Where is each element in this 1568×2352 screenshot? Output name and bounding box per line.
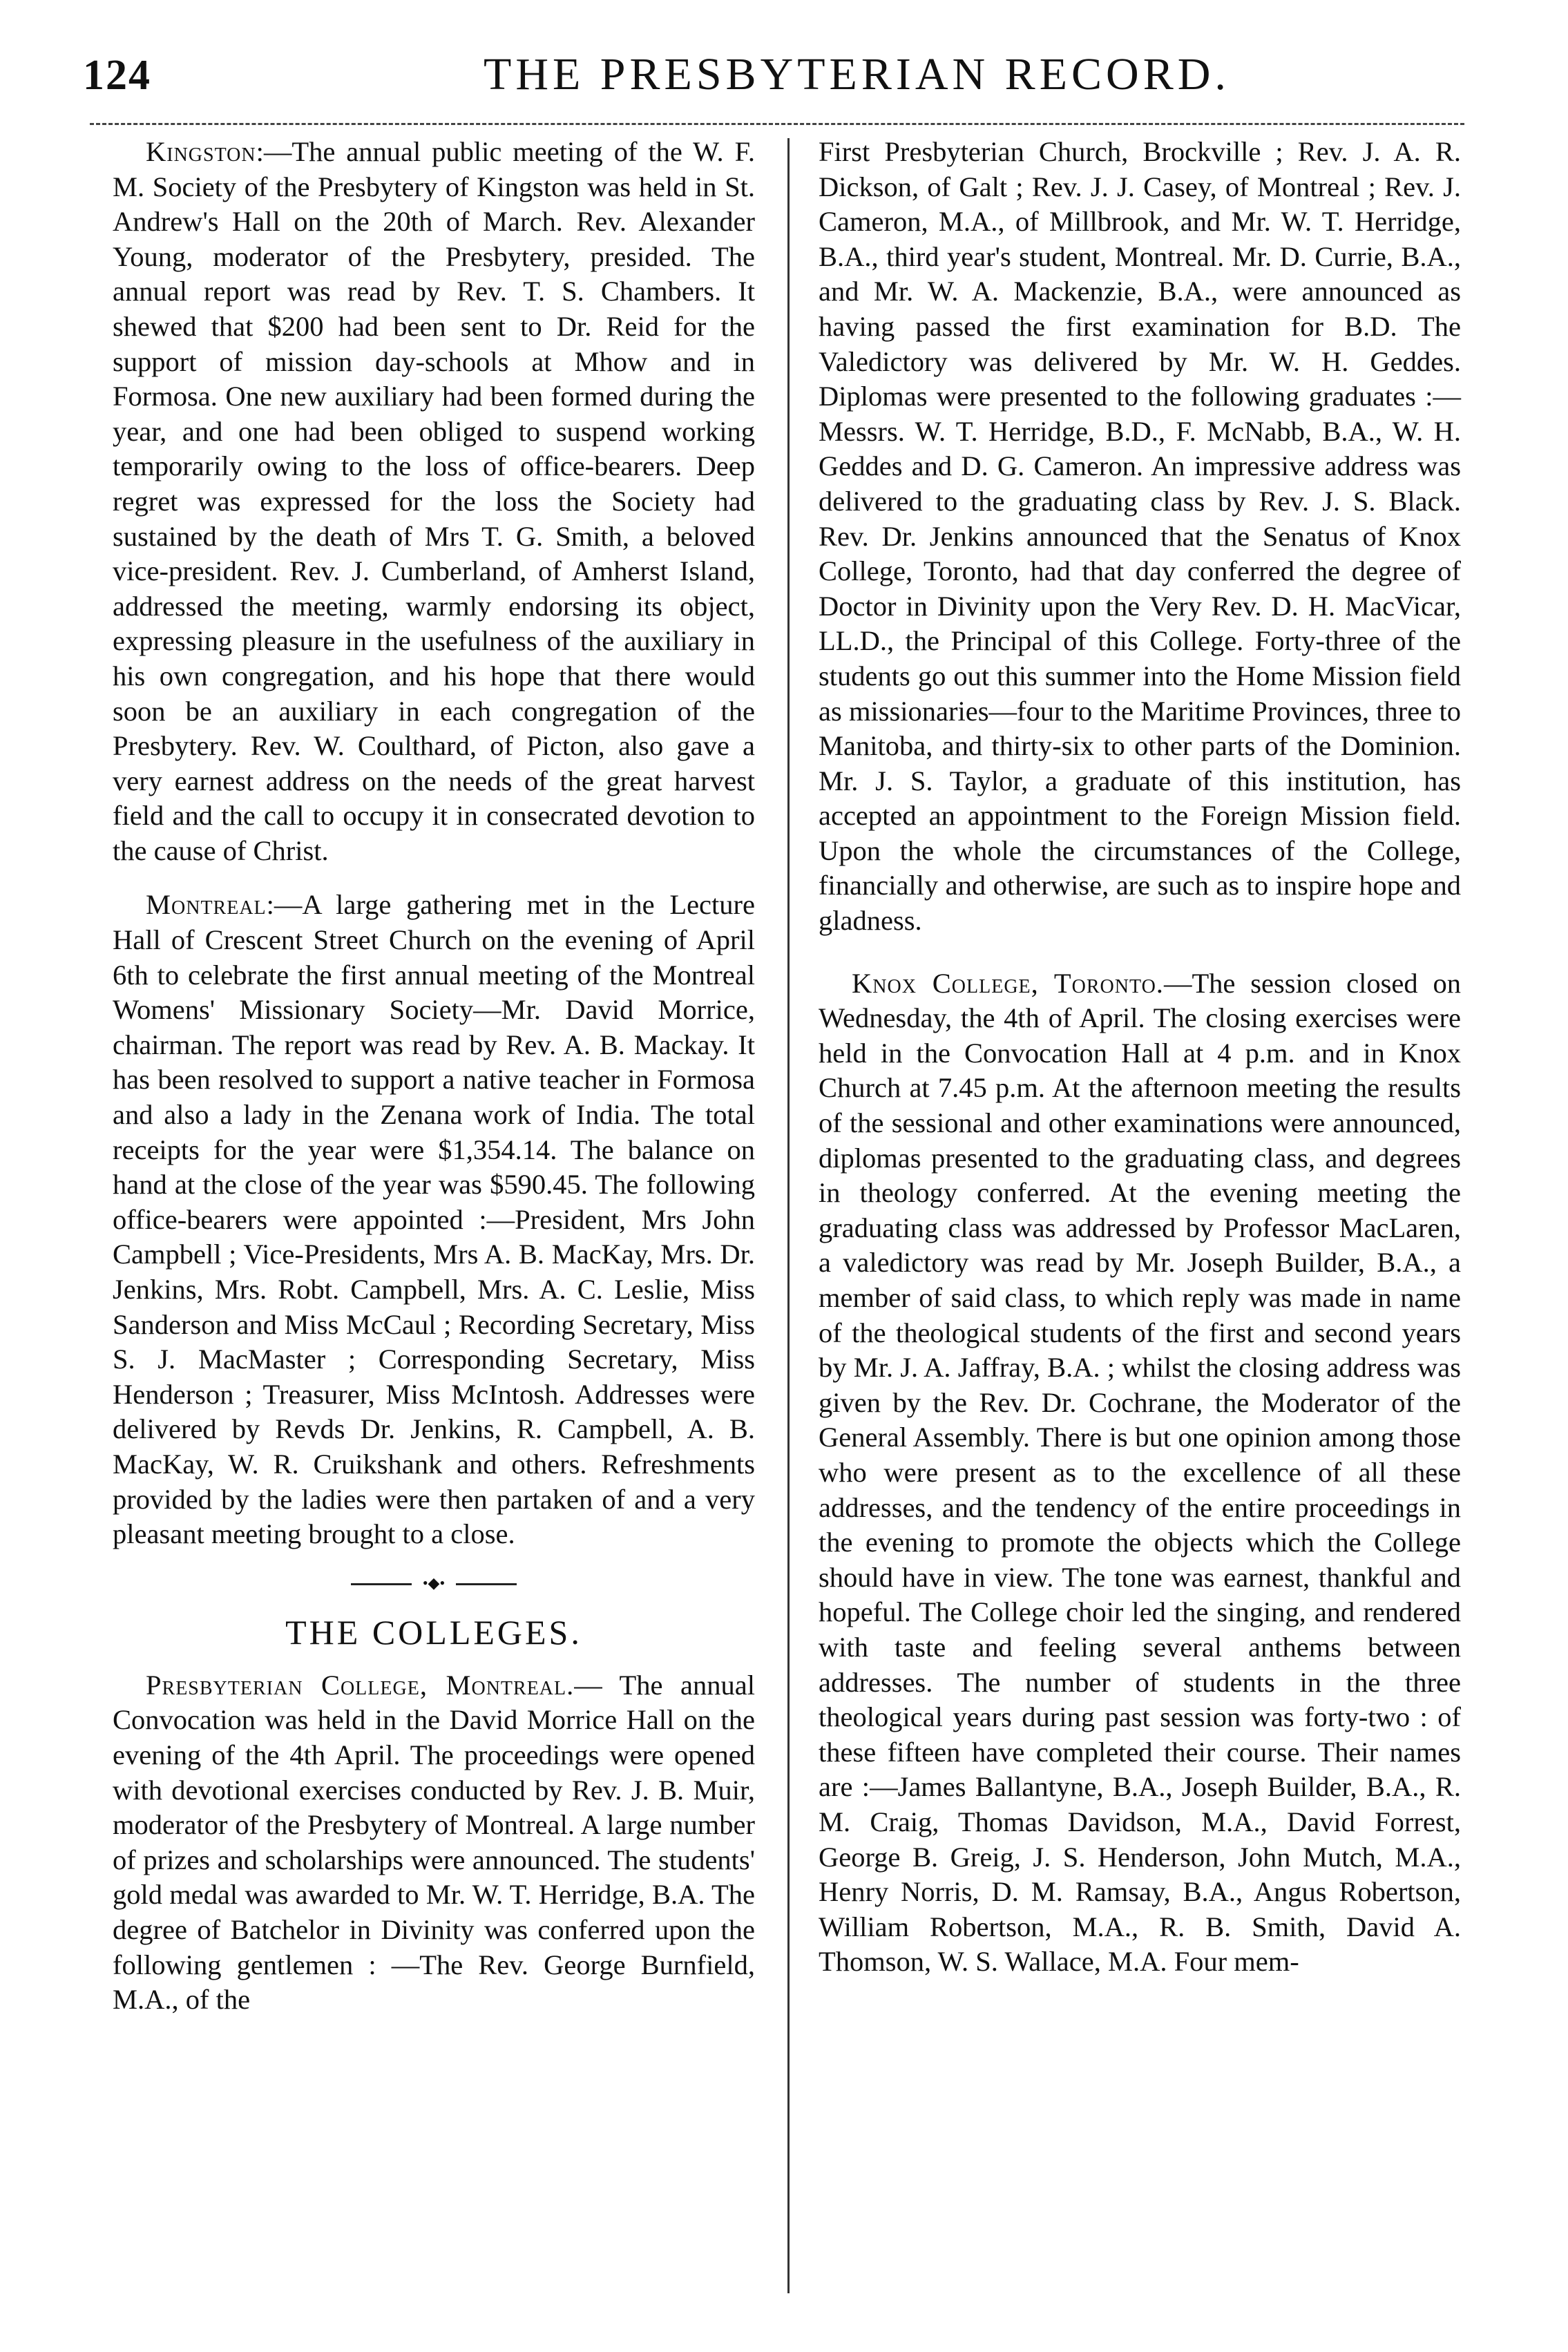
presbyterian-college-paragraph: [113, 1668, 755, 2018]
right-column: [819, 135, 1461, 1980]
running-title: THE PRESBYTERIAN RECORD.: [484, 49, 1230, 99]
kingston-text: :—The annual public meeting of the W. F. M. Society of the Presbytery of Kingston was held in St. Andrew's Hall on the 20th of March. Rev. Alexander Young, moderator of the Presbytery, presided. The annual report was read by Rev. T. S. Chambers. It shewed that $200 had been sent to Dr. Reid for the support of mission day-schools at Mhow and in Formosa. One new auxiliary had been formed during the year, and one had been obliged to suspend working temporarily owing to the loss of office-bearers. Deep regret was expressed for the loss the Society had sustained by the death of Mrs T. G. Smith, a beloved vice-president. Rev. J. Cumberland, of Amherst Island, addressed the meeting, warmly endorsing its object, expressing pleasure in the usefulness of the auxiliary in his own congregation, and his hope that there would soon be an auxiliary in each congregation of the Presbytery. Rev. W. Coulthard, of Picton, also gave a very earnest address on the needs of the great harvest field and the call to occupy it in consecrated devotion to the cause of Christ.: [113, 136, 755, 866]
section-divider-ornament: •◆•: [351, 1577, 517, 1591]
knox-college-paragraph: [819, 966, 1461, 1980]
left-column: [113, 135, 755, 2018]
montreal-text: :—A large gathering met in the Lecture Hall of Crescent Street Church on the evening of April 6th to celebrate the first annual meeting of the Montreal Womens' Missionary Society—Mr. David Morrice, chairman. The report was read by Rev. A. B. Mackay. It has been resolved to support a native teacher in Formosa and also a lady in the Zenana work of India. The total receipts for the year were $1,354.14. The balance on hand at the close of the year was $590.45. The following office-bearers were appointed :—President, Mrs John Campbell ; Vice-Presidents, Mrs A. B. MacKay, Mrs. Dr. Jenkins, Mrs. Robt. Campbell, Mrs. A. C. Leslie, Miss Sanderson and Miss McCaul ; Recording Secretary, Miss S. J. MacMaster ; Corresponding Secretary, Miss Henderson ; Treasurer, Miss McIntosh. Addresses were delivered by Revds Dr. Jenkins, R. Campbell, A. B. MacKay, W. R. Cruikshank and others. Refreshments provided by the ladies were then partaken of and a very pleasant meeting brought to a close.: [113, 889, 755, 1550]
section-heading: THE COLLEGES.: [285, 1612, 582, 1652]
presbyterian-college-lead: Presbyterian College, Montreal.: [146, 1669, 575, 1701]
page-number: 124: [83, 52, 151, 99]
presbyterian-college-text: — The annual Convocation was held in the David Morrice Hall on the evening of the 4th April. The proceedings were opened with devotional exercises conducted by Rev. J. B. Muir, moderator of the Presbytery of Montreal. A large number of prizes and scholarships were announced. The students' gold medal was awarded to Mr. W. T. Herridge, B.A. The degree of Batchelor in Divinity was conferred upon the following gentlemen : —The Rev. George Burnfield, M.A., of the: [113, 1669, 756, 2016]
montreal-paragraph: [113, 888, 755, 1551]
kingston-lead: Kingston: [146, 136, 256, 167]
kingston-paragraph: [113, 135, 755, 868]
montreal-lead: Montreal: [146, 889, 267, 921]
page-header: [83, 48, 1485, 124]
knox-college-lead: Knox College, Toronto.: [852, 967, 1164, 999]
knox-college-text: —The session closed on Wednesday, the 4th of April. The closing exercises were held in the Convocation Hall at 4 p.m. and in Knox Church at 7.45 p.m. At the afternoon meeting the results of the sessional and other examinations were announced, diplomas presented to the graduating class, and degrees in theology conferred. At the evening meeting the graduating class was addressed by Professor MacLaren, a valedictory was read by Mr. Joseph Builder, B.A., a member of said class, to which reply was made in name of the theological students of the first and second years by Mr. J. A. Jaffray, B.A. ; whilst the closing address was given by the Rev. Dr. Cochrane, the Moderator of the General Assembly. There is but one opinion among those who were present as to the excellence of all these addresses, and the tendency of the entire proceedings in the evening to promote the objects which the College should have in view. The tone was earnest, thankful and hopeful. The College choir led the singing, and rendered with taste and feeling several anthems between addresses. The number of students in the three theological years during past session was forty-two : of these fifteen have completed their course. Their names are :—James Ballantyne, B.A., Joseph Builder, B.A., R. M. Craig, Thomas Davidson, M.A., David Forrest, George B. Greig, J. S. Henderson, John Mutch, M.A., Henry Norris, D. M. Ramsay, B.A., Angus Robertson, William Robertson, M.A., R. B. Smith, David A. Thomson, W. S. Wallace, M.A. Four mem-: [819, 967, 1461, 1978]
column-divider: [787, 138, 790, 2293]
header-rule: [90, 123, 1464, 125]
continuation-paragraph: First Presbyterian Church, Brockville ; Rev. J. A. R. Dickson, of Galt ; Rev. J. J. Casey, of Montreal ; Rev. J. Cameron, M.A., of Millbrook, and Mr. W. T. Herridge, B.A., third year's student, Montreal. Mr. D. Currie, B.A., and Mr. W. A. Mackenzie, B.A., were announced as having passed the first examination for B.D. The Valedictory was delivered by Mr. W. H. Geddes. Diplomas were presented to the following graduates :—Messrs. W. T. Herridge, B.D., F. McNabb, B.A., W. H. Geddes and D. G. Cameron. An impressive address was delivered to the graduating class by Rev. J. S. Black. Rev. Dr. Jenkins announced that the Senatus of Knox College, Toronto, had that day conferred the degree of Doctor in Divinity upon the Very Rev. D. H. MacVicar, LL.D., the Principal of this College. Forty-three of the students go out this summer into the Home Mission field as missionaries—four to the Maritime Provinces, three to Manitoba, and thirty-six to other parts of the Dominion. Mr. J. S. Taylor, a graduate of this institution, has accepted an appointment to the Foreign Mission field. Upon the whole the circumstances of the College, financially and otherwise, are such as to inspire hope and gladness.: [819, 136, 1461, 937]
